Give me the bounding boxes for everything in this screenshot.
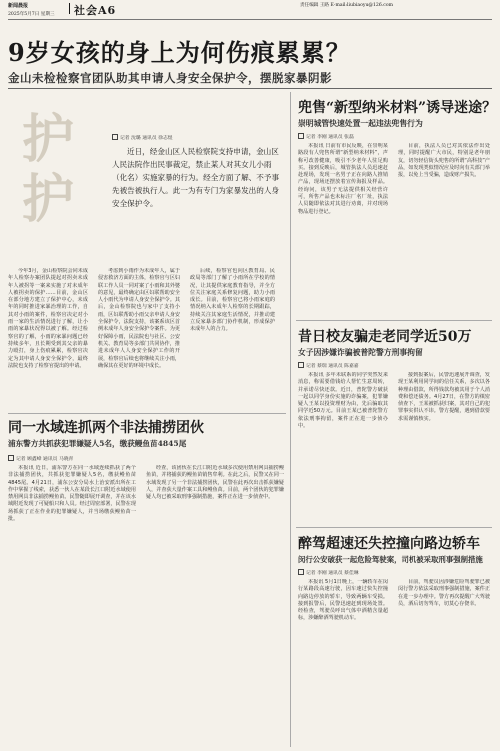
section-label: 社会A6 bbox=[74, 4, 117, 17]
right-body-col2 bbox=[398, 143, 490, 313]
column-divider bbox=[290, 92, 291, 747]
mid2-body-col2-text: 接到报案后，民警迅速展开调查，发现王某利用同学间的信任关系，多次以各种理由借款，所得钱款均被其用于个人消费和偿还债务。4月27日，在警方的缜密侦查下，王某被抓获归案，其对自己的犯罪事实供认不讳。警方提醒，遇到借款要求需谨慎核实。 bbox=[398, 372, 490, 422]
main-body-col3 bbox=[190, 268, 275, 384]
right-article-rule bbox=[296, 320, 492, 321]
decorative-characters: 护 护 bbox=[22, 109, 75, 230]
right-body-col1 bbox=[298, 143, 388, 313]
main-byline-text: 记者 沈璐 通讯员 徐志煜 bbox=[120, 136, 173, 141]
reporter-icon bbox=[298, 569, 304, 575]
main-body-col3-text: 后续，检察官也向区教育局、民政局等部门了解了小雨所在学校的情况，让其提供家庭教育指导，并全方位关注家庭关系修复问题，助力小雨成长。目前，检察官已将小雨家庭的情况纳入未成年人检察的长期跟踪，持续关注其家庭生活情况，并推动建立反家暴多部门协作机制，形成保护未成年人的合力。 bbox=[190, 268, 275, 333]
bottom-byline bbox=[298, 569, 359, 576]
main-subheadline: 金山未检检察官团队助其申请人身安全保护令，摆脱家暴阴影 bbox=[8, 71, 332, 85]
mid-body-col2 bbox=[146, 465, 284, 745]
mid2-body-col2 bbox=[398, 372, 490, 522]
reporter-icon bbox=[298, 133, 304, 139]
mid-headline: 同一水域连抓两个非法捕捞团伙 bbox=[8, 420, 204, 436]
main-body-col1-text: 今年3月，金山检察院会同未成年人检察办案团队提起对拐卖未成年人被拐等一案来实施了对未成年人被拐卖的保护……目前，金山区在部分地方建立了保护中心，未成年的同时推进家暴治理的工作，自其对小雨的案件，检察官决定对小雨一家的生活情况进行了解，让小雨的家暴状况得以被了解。经过检察官的了解，小雨的家暴问题已经持续多年，且长期受到其父亲的暴力殴打，身上伤痕累累，检察官决定为其申请人身安全保护令，最终法院也支持了检察官提出的申请。 bbox=[8, 268, 88, 369]
right-body-col1-text: 本报讯 日前有市民反映，在崇明某路段有人兜售所谓“新型纳米材料”，声称可改善健康，吸引不少老年人驻足购买。接到反映后，城管执法人员迅速赶赴现场，发现一名男子正在向路人推销产品，现场还摆放着宣传海报及样品。经询问，该男子无法提供相关经营许可，所售产品也未标注厂名厂址，执法人员随即依法对其进行劝离，并对现场物品进行登记。 bbox=[298, 143, 388, 215]
mid2-subheadline: 女子因涉嫌诈骗被普陀警方刑事拘留 bbox=[298, 348, 423, 357]
bottom-body-col2-text: 目前，驾驶员因涉嫌危险驾驶罪已被闵行警方依法采取刑事强制措施，案件正在进一步办理中。警方再次提醒广大驾驶员，酒后切勿驾车，切莫心存侥幸。 bbox=[398, 579, 490, 607]
reporter-icon bbox=[8, 455, 14, 461]
mid2-headline: 昔日校友骗走老同学近50万 bbox=[298, 329, 472, 345]
header-divider bbox=[69, 3, 70, 14]
right-byline bbox=[298, 133, 354, 140]
mid-article-rule bbox=[8, 413, 286, 414]
bottom-headline: 醉驾超速还失控撞向路边轿车 bbox=[298, 536, 480, 552]
mid-body-col1-text: 本报讯 近日，浦东警方在同一水域连续抓获了两个非法捕捞团伙，共抓获犯罪嫌疑人5名，缴获鳗鱼苗4845尾。4月21日，浦东公安分局水上治安派出所在工作中掌握了线索，获悉一伙人在某段长江口附近水域使用禁用网具非法捕捞鳗鱼苗。民警随即展开调查，并在该水域附近发现了可疑船只和人员。经过周密部署，民警在现场抓获了正在作业的犯罪嫌疑人，并当场缴获鳗鱼苗一批。 bbox=[8, 465, 136, 523]
right-headline: 兜售“新型纳米材料”诱导迷途？ bbox=[298, 100, 497, 116]
mid-byline-text: 记者 顾鑫峰 通讯员 马晓青 bbox=[16, 457, 74, 462]
right-body-col2-text: 目前，执法人员已对其依法作出处理，同时提醒广大市民，特别是老年朋友，切勿轻信街头兜售的所谓“高科技”产品，如发现类似情况应及时向有关部门举报，以免上当受骗，造成财产损失。 bbox=[398, 143, 490, 179]
headline-rule bbox=[8, 88, 492, 89]
main-body-col1 bbox=[8, 268, 88, 384]
mid-subheadline: 浦东警方共抓获犯罪嫌疑人5名，缴获鳗鱼苗4845尾 bbox=[8, 439, 187, 448]
bottom-body-col1 bbox=[298, 579, 388, 744]
issue-date: 2025年5月7日 星期三 bbox=[8, 12, 55, 17]
main-body-col2-text: 考虑到小雨作为未成年人，属于侵害救济方面的主体，检察官与区妇联工作人员一同对案了小雨和其外婆的意见，最终确定由区妇联帮助安全人小雨代为申请人身安全保护令。其后，金山检察院也与家中了支持小雨，区妇联帮助小雨父亲申请人身安全保护令，法院支持，该案系该区首例未成年人身安全保护令案件。为更好保障小雨，民法院也与社区、公安机关、教育局等多部门共同协作，推进未成年人人身安全保护工作的开展，检察官后续也将继续关注小雨，确保其在更好的环境中成长。 bbox=[98, 268, 180, 369]
main-headline: 9岁女孩的身上为何伤痕累累？ bbox=[8, 38, 351, 67]
bottom-subheadline: 闵行公安破获一起危险驾驶案，司机被采取刑事强制措施 bbox=[298, 555, 483, 564]
header-rule bbox=[8, 19, 492, 20]
mid2-byline-text: 记者 蔡瑞 通讯员 陈嘉嘉 bbox=[306, 364, 359, 369]
editor-contact: 责任编辑 王路 E-mail:liubiaoyu@126.com bbox=[300, 3, 393, 8]
reporter-icon bbox=[112, 134, 118, 140]
bottom-byline-text: 记者 李刚 通讯员 蔡佳琳 bbox=[306, 571, 359, 576]
reporter-icon bbox=[298, 362, 304, 368]
mid-body-col2-text: 经查，该团伙在长江口附近水域多次使用禁用网具捕捞鳗鱼苗，并将捕获的鳗鱼苗销售牟利。在此之后，民警又在同一水域发现了另一个非法捕捞团伙，民警在此再次出击抓获嫌疑人，并查获大量作案工具和鳗鱼苗。目前，两个团伙的犯罪嫌疑人均已被采取刑事强制措施，案件正在进一步侦查中。 bbox=[146, 465, 284, 501]
page-header bbox=[0, 0, 500, 26]
right-subheadline: 崇明城管快速处置一起违法兜售行为 bbox=[298, 119, 423, 128]
main-lead: 近日，经金山区人民检察院支持申请，金山区人民法院作出民事裁定，禁止某人对其女儿小雨（化名）实施家暴的行为。经全方面了解、不予事先被告被执行人。此一为有专门为家暴发出的人身安全保护令。 bbox=[112, 147, 280, 208]
mid2-body-col1-text: 本报讯 多年未联系的同学突然发来消息，称需要借钱给人帮忙生意周转，并承诺尽快还款。近日，普陀警方破获一起以同学身份实施的诈骗案，犯罪嫌疑人王某以投资理财为由，先后骗取其同学近50万元。目前王某已被普陀警方依法刑事拘留，案件正在进一步侦办中。 bbox=[298, 372, 388, 430]
main-body-col2 bbox=[98, 268, 180, 384]
mid-byline bbox=[8, 455, 73, 462]
newspaper-name: 新闻晨报 bbox=[8, 3, 29, 9]
mid2-body-col1 bbox=[298, 372, 388, 522]
mid2-article-rule bbox=[296, 527, 492, 528]
mid2-byline bbox=[298, 362, 359, 369]
bottom-body-col1-text: 本报讯 5月1日晚上，一辆轿车在闵行某路段高速行驶，因车速过快失控撞向路边停放的轿车，导致两辆车受损。接到报警后，民警迅速赶到现场处置。经检查，驾驶员呼出气体中酒精含量超标，涉嫌醉酒驾驶机动车。 bbox=[298, 579, 388, 622]
right-byline-text: 记者 李刚 通讯员 张磊 bbox=[306, 135, 354, 140]
mid-body-col1 bbox=[8, 465, 136, 745]
main-byline bbox=[112, 134, 173, 141]
bottom-body-col2 bbox=[398, 579, 490, 744]
